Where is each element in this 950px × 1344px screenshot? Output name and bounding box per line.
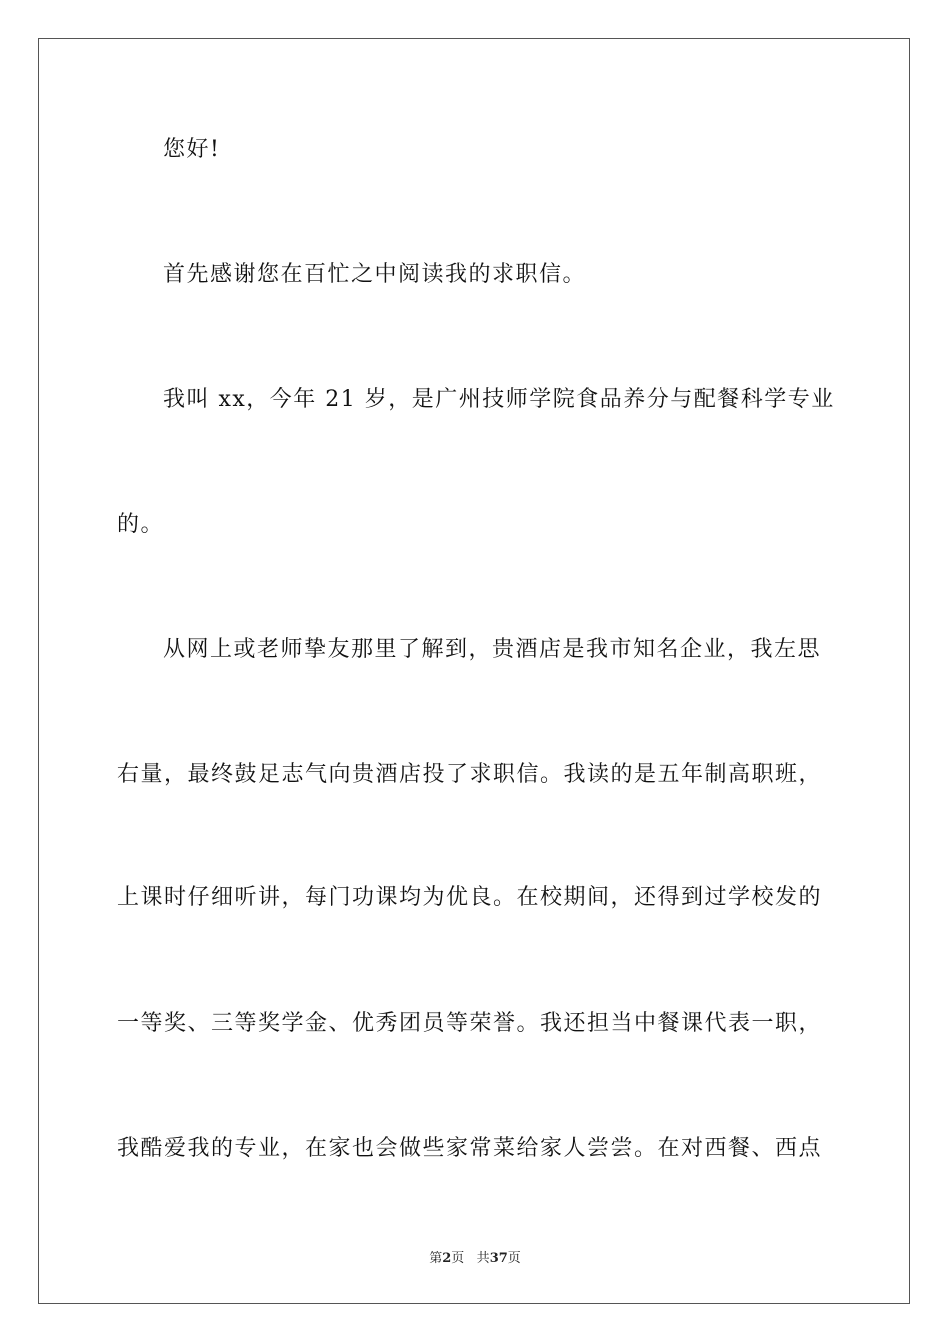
paragraph-line: 一等奖、三等奖学金、优秀团员等荣誉。我还担当中餐课代表一职， [117,1011,823,1036]
paragraph-line: 上课时仔细听讲，每门功课均为优良。在校期间，还得到过学校发的 [117,885,823,910]
total-suffix: 页 [507,1251,521,1266]
page-border [38,38,910,1304]
paragraph-line: 首先感谢您在百忙之中阅读我的求职信。 [163,262,587,287]
paragraph-line: 我酷爱我的专业，在家也会做些家常菜给家人尝尝。在对西餐、西点 [117,1136,823,1161]
paragraph-line: 右量，最终鼓足志气向贵酒店投了求职信。我读的是五年制高职班， [117,762,823,787]
page-footer [0,1247,950,1266]
paragraph-line: 从网上或老师挚友那里了解到，贵酒店是我市知名企业，我左思 [163,637,822,662]
greeting-line: 您好! [163,137,221,162]
page-suffix: 页 [451,1251,465,1266]
total-prefix: 共 [476,1251,490,1266]
page-number: 2 [442,1251,452,1266]
paragraph-line: 的。 [117,512,165,537]
page-prefix: 第 [429,1251,443,1266]
total-pages: 37 [489,1251,508,1266]
paragraph-line: 我叫 xx，今年 21 岁，是广州技师学院食品养分与配餐科学专业 [163,387,835,412]
